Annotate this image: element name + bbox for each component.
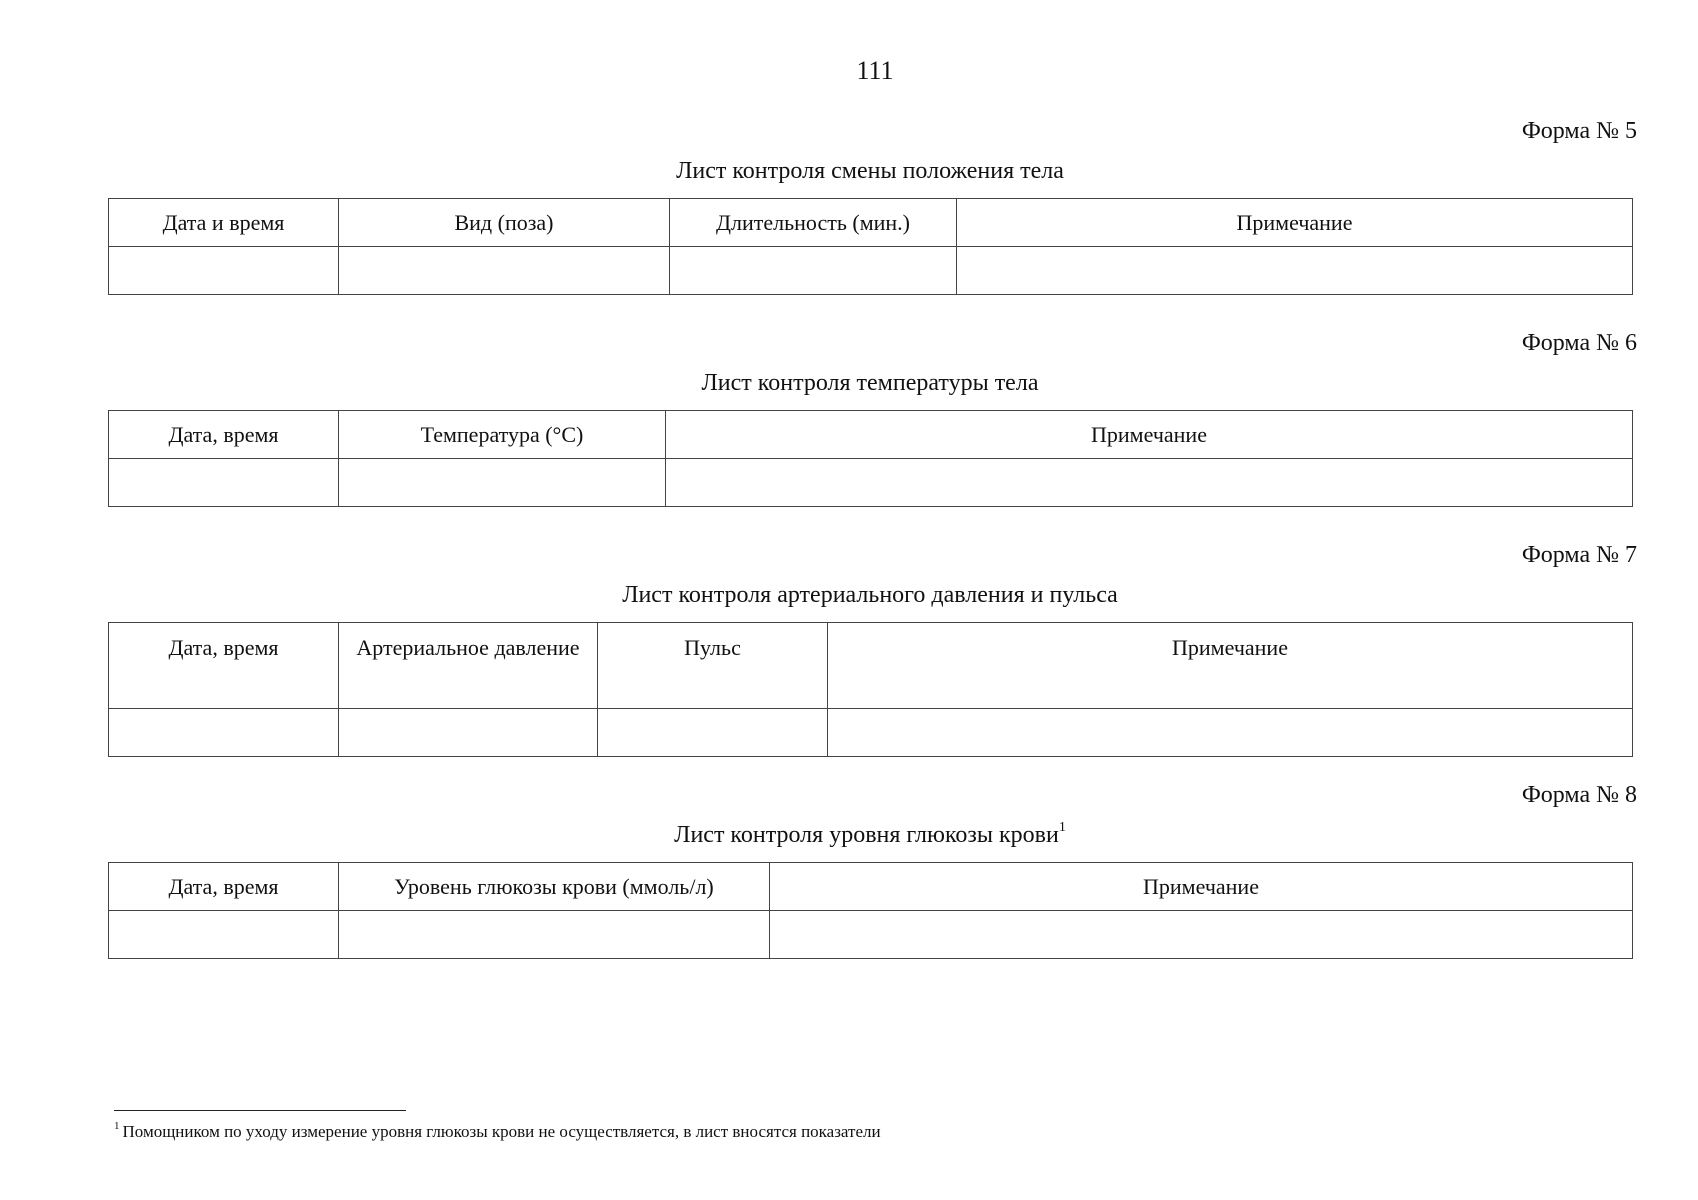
- form-7-label: Форма № 7: [1521, 542, 1637, 568]
- table-header-row: [109, 199, 1633, 247]
- column-header-note: Примечание: [770, 863, 1633, 911]
- form-8-table: [108, 862, 1633, 959]
- column-header-note: Примечание: [666, 411, 1633, 459]
- footnote-text: Помощником по уходу измерение уровня глюкозы крови не осуществляется, в лист вносятся показатели: [122, 1122, 881, 1141]
- empty-cell[interactable]: [770, 911, 1633, 959]
- empty-cell[interactable]: [339, 709, 598, 757]
- empty-cell[interactable]: [339, 459, 666, 507]
- form-6-table: [108, 410, 1633, 507]
- empty-cell[interactable]: [598, 709, 828, 757]
- table-header-row: [109, 623, 1633, 709]
- empty-cell[interactable]: [828, 709, 1633, 757]
- table-row: [109, 709, 1633, 757]
- form-6-label: Форма № 6: [1521, 330, 1637, 356]
- column-header-date-time: Дата, время: [109, 411, 339, 459]
- empty-cell[interactable]: [109, 459, 339, 507]
- empty-cell[interactable]: [666, 459, 1633, 507]
- column-header-date-time: Дата и время: [109, 199, 339, 247]
- form-7-table: [108, 622, 1633, 757]
- footnote-reference: 1: [1058, 820, 1066, 835]
- table-header-row: [109, 863, 1633, 911]
- column-header-temperature: Температура (°С): [339, 411, 666, 459]
- table-row: [109, 247, 1633, 295]
- column-header-blood-pressure: Артериальное давление: [339, 623, 598, 709]
- empty-cell[interactable]: [957, 247, 1633, 295]
- table-row: [109, 911, 1633, 959]
- column-header-note: Примечание: [828, 623, 1633, 709]
- form-5-label: Форма № 5: [1521, 118, 1637, 144]
- page-number: 111: [856, 56, 894, 85]
- empty-cell[interactable]: [109, 247, 339, 295]
- column-header-note: Примечание: [957, 199, 1633, 247]
- footnote-mark: 1: [114, 1120, 120, 1132]
- table-header-row: [109, 411, 1633, 459]
- form-7-title: Лист контроля артериального давления и пульса: [622, 582, 1118, 608]
- column-header-pulse: Пульс: [598, 623, 828, 709]
- form-5-title: Лист контроля смены положения тела: [676, 158, 1064, 184]
- column-header-glucose-level: Уровень глюкозы крови (ммоль/л): [339, 863, 770, 911]
- form-8-title: [0, 822, 1698, 849]
- footnote-divider: [114, 1110, 406, 1111]
- empty-cell[interactable]: [109, 709, 339, 757]
- column-header-date-time: Дата, время: [109, 623, 339, 709]
- form-8-title-text: Лист контроля уровня глюкозы крови: [674, 822, 1059, 848]
- form-8-label: Форма № 8: [1521, 782, 1637, 808]
- empty-cell[interactable]: [339, 247, 670, 295]
- empty-cell[interactable]: [339, 911, 770, 959]
- empty-cell[interactable]: [670, 247, 957, 295]
- empty-cell[interactable]: [109, 911, 339, 959]
- column-header-position: Вид (поза): [339, 199, 670, 247]
- column-header-date-time: Дата, время: [109, 863, 339, 911]
- form-5-table: [108, 198, 1633, 295]
- column-header-duration: Длительность (мин.): [670, 199, 957, 247]
- table-row: [109, 459, 1633, 507]
- footnote: [114, 1122, 881, 1142]
- form-6-title: Лист контроля температуры тела: [701, 370, 1039, 396]
